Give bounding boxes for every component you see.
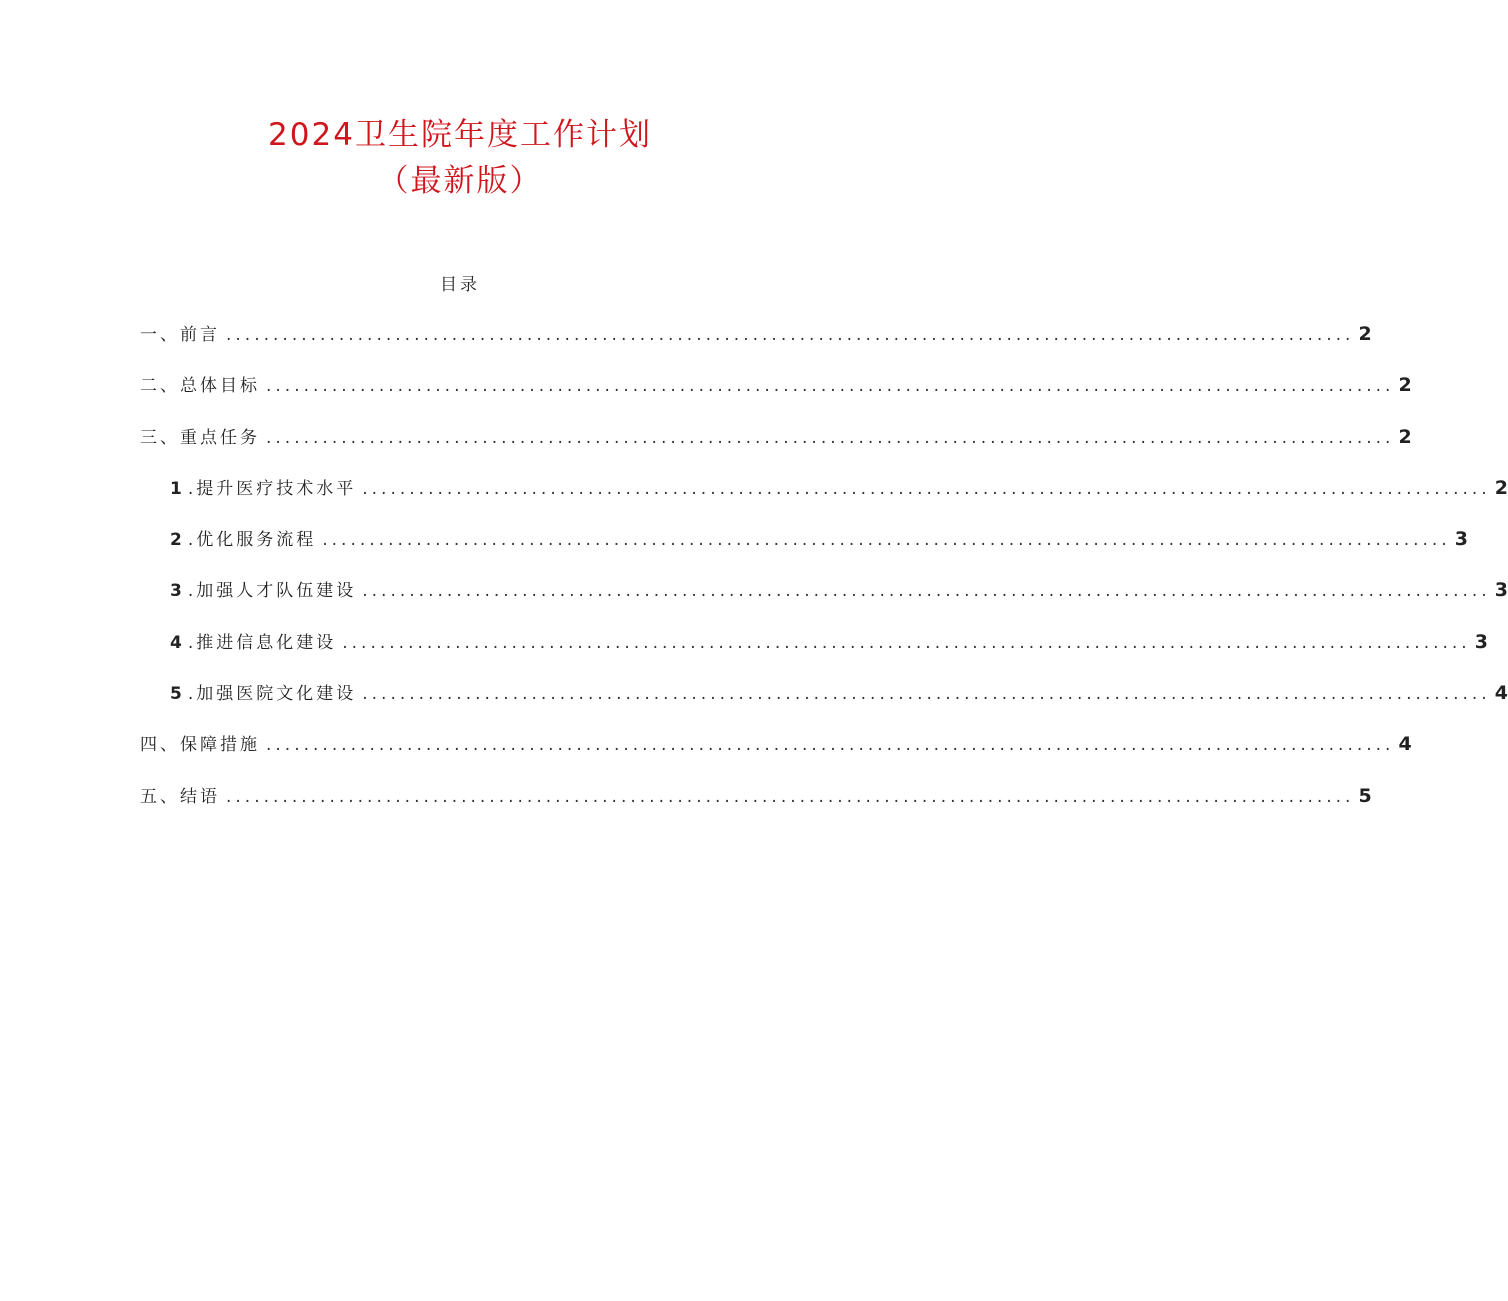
toc-entry-page: 2 xyxy=(1398,425,1412,448)
toc-entry-number: 2 xyxy=(170,530,182,551)
toc-subentry[interactable] xyxy=(140,679,1508,730)
toc-entry-title: .加强医院文化建设 xyxy=(187,684,357,705)
toc-entry-title: 三、重点任务 xyxy=(140,427,260,448)
toc-entry-page: 3 xyxy=(1494,579,1508,602)
toc-entry-page: 2 xyxy=(1494,476,1508,499)
toc-entry-title: .推进信息化建设 xyxy=(187,632,337,653)
table-of-contents xyxy=(140,320,1508,833)
toc-entry-title: 一、前言 xyxy=(140,325,220,345)
toc-entry-number: 4 xyxy=(170,632,182,653)
toc-entry-page: 3 xyxy=(1474,630,1488,653)
toc-entry[interactable] xyxy=(140,730,1412,781)
toc-leader-dots: ........................................................................................................................ xyxy=(362,581,1491,602)
toc-entry-title: .优化服务流程 xyxy=(187,530,317,551)
toc-entry-title: .提升医疗技术水平 xyxy=(187,478,357,499)
toc-entry-page: 2 xyxy=(1358,323,1372,345)
toc-leader-dots: ........................................................................................................................ xyxy=(266,427,1395,448)
toc-entry-title: 二、总体目标 xyxy=(140,376,260,397)
toc-entry-number: 1 xyxy=(170,478,182,499)
toc-leader-dots: ........................................................................................................................ xyxy=(362,684,1491,705)
toc-entry-number: 5 xyxy=(170,684,182,705)
toc-entry-title: 四、保障措施 xyxy=(140,735,260,756)
toc-entry[interactable] xyxy=(140,371,1412,422)
toc-entry[interactable] xyxy=(140,320,1372,371)
document-subtitle: （最新版） xyxy=(377,163,543,199)
toc-entry-title: 五、结语 xyxy=(140,786,220,807)
document-title: 2024卫生院年度工作计划 xyxy=(268,117,652,153)
toc-subentry[interactable] xyxy=(140,628,1488,679)
toc-leader-dots: ........................................................................................................................ xyxy=(342,632,1471,653)
toc-subentry[interactable] xyxy=(140,576,1508,627)
toc-leader-dots: ........................................................................................................................ xyxy=(226,325,1355,345)
toc-leader-dots: ........................................................................................................................ xyxy=(322,530,1451,551)
toc-heading: 目录 xyxy=(440,275,480,295)
toc-leader-dots: ........................................................................................................................ xyxy=(362,478,1491,499)
toc-entry-page: 5 xyxy=(1358,784,1372,807)
toc-entry[interactable] xyxy=(140,423,1412,474)
toc-entry-number: 3 xyxy=(170,581,182,602)
toc-entry-title: .加强人才队伍建设 xyxy=(187,581,357,602)
toc-entry[interactable] xyxy=(140,782,1372,833)
toc-leader-dots: ........................................................................................................................ xyxy=(226,786,1355,807)
toc-subentry[interactable] xyxy=(140,525,1468,576)
toc-leader-dots: ........................................................................................................................ xyxy=(266,735,1395,756)
toc-entry-page: 3 xyxy=(1454,528,1468,551)
toc-entry-page: 2 xyxy=(1398,374,1412,397)
toc-entry-page: 4 xyxy=(1398,733,1412,756)
toc-leader-dots: ........................................................................................................................ xyxy=(266,376,1395,397)
toc-entry-page: 4 xyxy=(1494,682,1508,705)
toc-subentry[interactable] xyxy=(140,474,1508,525)
title-block xyxy=(0,112,920,204)
